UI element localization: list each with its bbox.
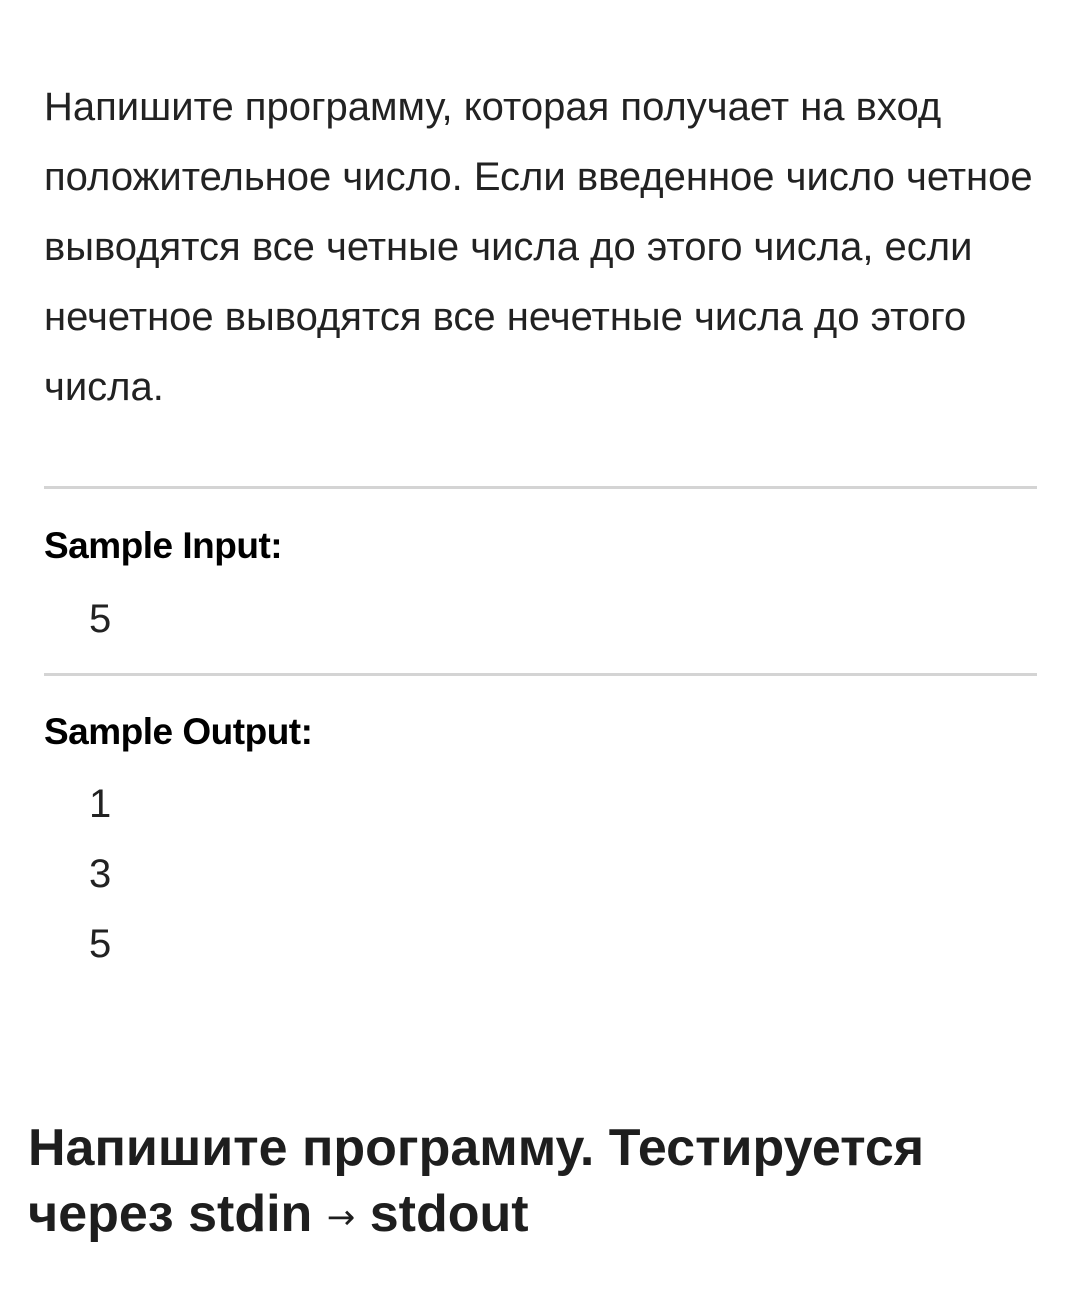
- divider-middle: [44, 673, 1037, 676]
- sample-input-value: 5: [89, 597, 112, 641]
- sample-input-title: Sample Input:: [44, 525, 283, 566]
- sample-output-line: 1: [89, 782, 112, 826]
- task-heading: [28, 1115, 1068, 1250]
- sample-output-title: Sample Output:: [44, 711, 313, 752]
- divider-top: [44, 486, 1037, 489]
- task-heading-text: Напишите программу. Тестируется через stdin: [28, 1119, 925, 1243]
- arrow-icon: →: [326, 1197, 356, 1238]
- sample-output-list: [89, 769, 111, 979]
- problem-statement: Напишите программу, которая получает на вход положительное число. Если введенное число четное выводятся все четные числа до этого числа, если нечетное выводятся все нечетные числа до этого числа.: [44, 85, 1033, 409]
- task-heading-stdout: stdout: [369, 1185, 529, 1243]
- sample-output-line: 5: [89, 922, 112, 966]
- sample-output-line: 3: [89, 852, 112, 896]
